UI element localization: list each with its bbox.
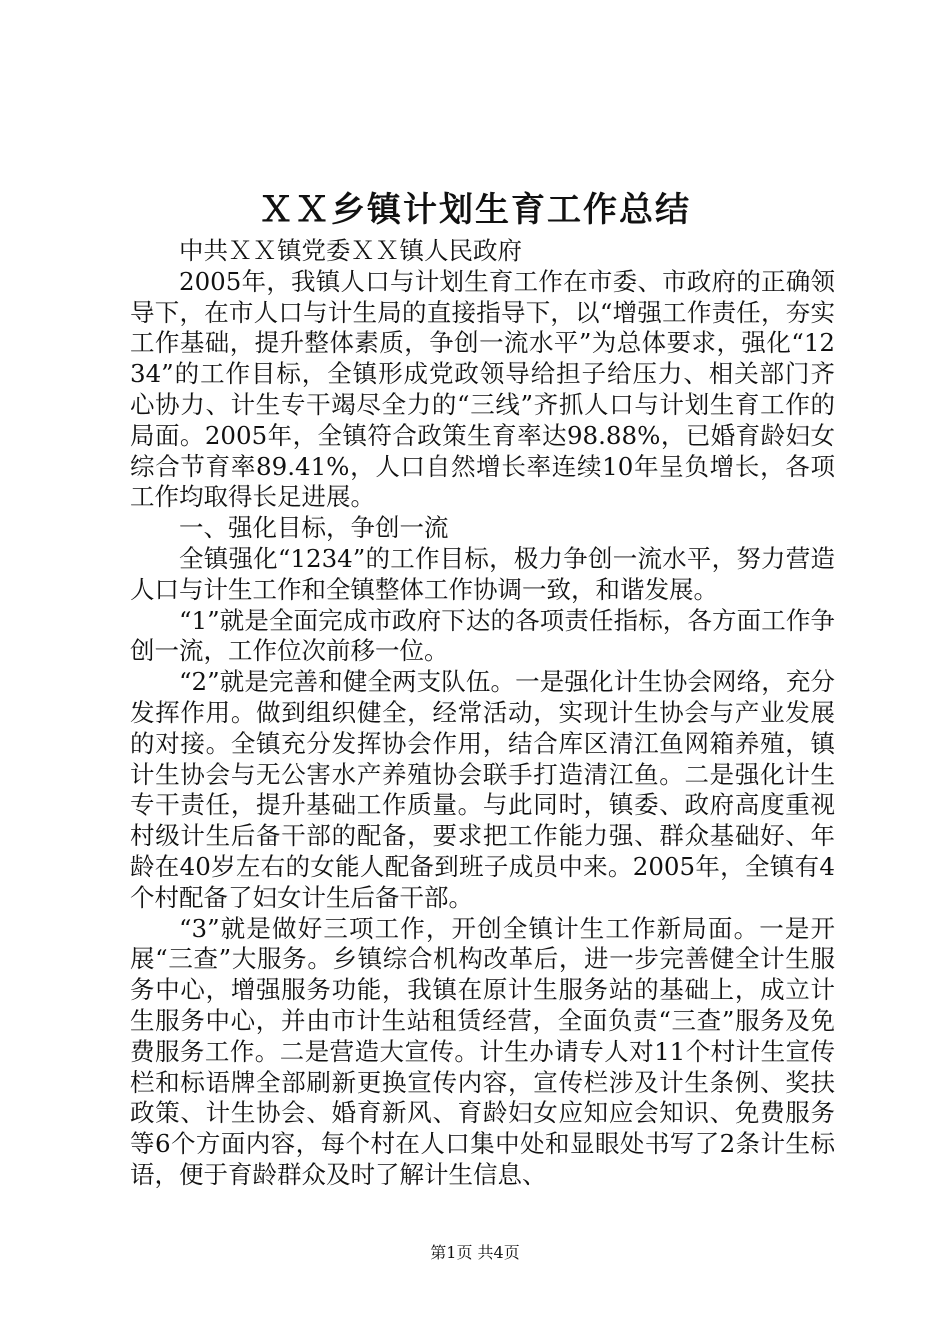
document-body bbox=[130, 236, 835, 1191]
body-paragraph: “3”就是做好三项工作，开创全镇计生工作新局面。一是开展“三查”大服务。乡镇综合机构改革后，进一步完善健全计生服务中心，增强服务功能，我镇在原计生服务站的基础上，成立计生服务中心，并由市计生站租赁经营，全面负责“三查”服务及免费服务工作。二是营造大宣传。计生办请专人对11个村计生宣传栏和标语牌全部刷新更换宣传内容，宣传栏涉及计生条例、奖扶政策、计生协会、婚育新风、育龄妇女应知应会知识、免费服务等6个方面内容，每个村在人口集中处和显眼处书写了2条计生标语，便于育龄群众及时了解计生信息、 bbox=[130, 913, 835, 1189]
body-paragraph: “2”就是完善和健全两支队伍。一是强化计生协会网络，充分发挥作用。做到组织健全，经常活动，实现计生协会与产业发展的对接。全镇充分发挥协会作用，结合库区清江鱼网箱养殖，镇计生协会与无公害水产养殖协会联手打造清江鱼。二是强化计生专干责任，提升基础工作质量。与此同时，镇委、政府高度重视村级计生后备干部的配备，要求把工作能力强、群众基础好、年龄在40岁左右的女能人配备到班子成员中来。2005年，全镇有4个村配备了妇女计生后备干部。 bbox=[130, 667, 835, 912]
body-paragraph: 2005年，我镇人口与计划生育工作在市委、市政府的正确领导下，在市人口与计生局的直接指导下，以“增强工作责任，夯实工作基础，提升整体素质，争创一流水平”为总体要求，强化“1234”的工作目标，全镇形成党政领导给担子给压力、相关部门齐心协力、计生专干竭尽全力的“三线”齐抓人口与计划生育工作的局面。2005年，全镇符合政策生育率达98.88%，已婚育龄妇女综合节育率89.41%，人口自然增长率连续10年呈负增长，各项工作均取得长足进展。 bbox=[130, 266, 835, 512]
page-number-footer: 第1页 共4页 bbox=[430, 1243, 520, 1262]
section-heading: 一、强化目标，争创一流 bbox=[179, 513, 449, 543]
issuer-line: 中共ＸＸ镇党委ＸＸ镇人民政府 bbox=[179, 236, 522, 265]
document-title: ＸＸ乡镇计划生育工作总结 bbox=[259, 190, 691, 230]
body-paragraph: “1”就是全面完成市政府下达的各项责任指标，各方面工作争创一流，工作位次前移一位。 bbox=[130, 605, 835, 666]
body-paragraph: 全镇强化“1234”的工作目标，极力争创一流水平，努力营造人口与计生工作和全镇整体工作协调一致，和谐发展。 bbox=[130, 543, 835, 604]
